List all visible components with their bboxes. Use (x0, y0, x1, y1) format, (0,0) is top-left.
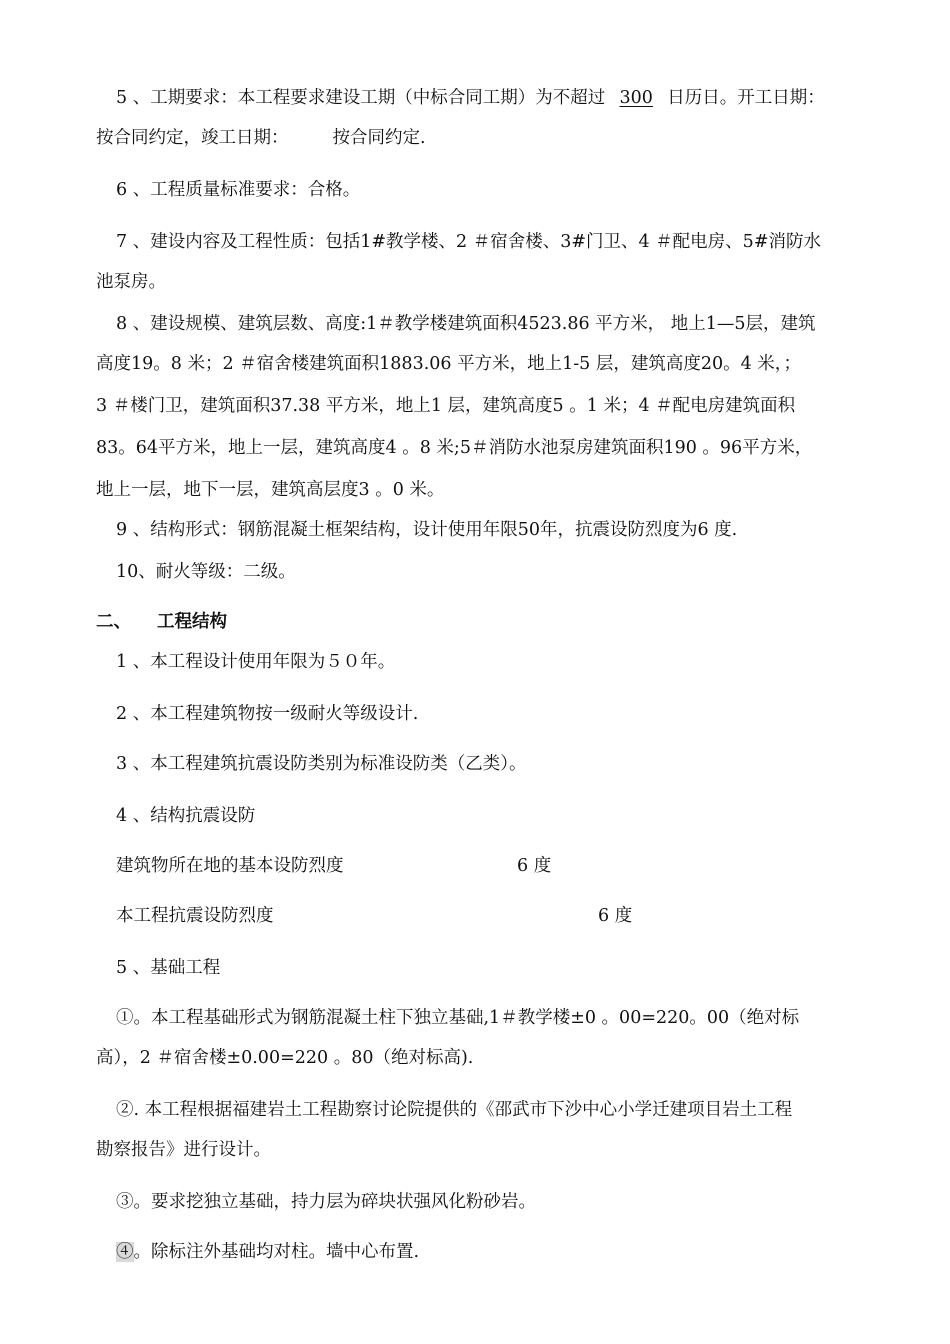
structure-item-3: 3 、本工程建筑抗震设防类别为标准设防类（乙类）。 (116, 754, 527, 774)
seismic-project-value: 6 度 (598, 906, 633, 926)
foundation-2-line-1: ②. 本工程根据福建岩土工程勘察讨论院提供的《邵武市下沙中心小学迁建项目岩土工程 (116, 1100, 793, 1120)
foundation-1-line-2: 高），2 ＃宿舍楼±0.00=220 。80（绝对标高). (96, 1048, 474, 1068)
item-10: 10、耐火等级：二级。 (116, 562, 296, 582)
item-9: 9 、结构形式：钢筋混凝土框架结构，设计使用年限50年，抗震设防烈度为6 度. (116, 520, 738, 540)
foundation-1-line-1: ①。本工程基础形式为钢筋混凝土柱下独立基础,1＃教学楼±0 。00=220。00（绝对标 (116, 1008, 800, 1028)
item-5-line-1 (116, 86, 825, 110)
item-8-line-2: 高度19。8 米；2 ＃宿舍楼建筑面积1883.06 平方米，地上1-5 层，建筑高度20。4 米，； (96, 354, 802, 374)
item-5-text-c: 按合同约定，竣工日期： (96, 128, 289, 148)
item-5-line-2 (96, 126, 426, 150)
foundation-2-line-2: 勘察报告》进行设计。 (96, 1140, 271, 1160)
seismic-project-label: 本工程抗震设防烈度 (116, 906, 274, 926)
item-7-line-1: 7 、建设内容及工程性质：包括1#教学楼、2 ＃宿舍楼、3#门卫、4 ＃配电房、5#消防水 (116, 232, 821, 252)
item-6: 6 、工程质量标准要求：合格。 (116, 180, 361, 200)
item-5-text-b: 日历日。开工日期： (667, 88, 825, 108)
duration-days: 300 (619, 88, 653, 108)
item-8-line-3: 3 ＃楼门卫，建筑面积37.38 平方米，地上1 层，建筑高度5 。1 米；4 ＃配电房建筑面积 (96, 396, 796, 416)
item-7-line-2: 池泵房。 (96, 272, 166, 292)
section-2-title: 工程结构 (157, 612, 227, 632)
structure-item-4: 4 、结构抗震设防 (116, 806, 256, 826)
foundation-3: ③。要求挖独立基础，持力层为碎块状强风化粉砂岩。 (116, 1192, 536, 1212)
seismic-basic-value: 6 度 (517, 856, 552, 876)
item-5-text-d: 按合同约定. (332, 128, 426, 148)
structure-item-1: 1 、本工程设计使用年限为５０年。 (116, 652, 396, 672)
section-2-heading (96, 610, 227, 634)
structure-item-5: 5 、基础工程 (116, 958, 221, 978)
item-8-line-4: 83。64平方米，地上一层，建筑高度4 。8 米;5＃消防水池泵房建筑面积190 。96平方米， (96, 438, 813, 458)
item-5-text-a: 5 、工期要求：本工程要求建设工期（中标合同工期）为不超过 (116, 88, 606, 108)
item-8-line-1: 8 、建设规模、建筑层数、高度:1＃教学楼建筑面积4523.86 平方米， 地上1—5层，建筑 (116, 314, 816, 334)
foundation-4-text: 。除标注外基础均对柱。墙中心布置. (133, 1242, 420, 1262)
seismic-basic-label: 建筑物所在地的基本设防烈度 (116, 856, 344, 876)
section-2-number: 二、 (96, 612, 131, 632)
structure-item-2: 2 、本工程建筑物按一级耐火等级设计. (116, 704, 419, 724)
item-8-line-5: 地上一层，地下一层，建筑高层度3 。0 米。 (96, 480, 445, 500)
foundation-4-marker: ④ (116, 1242, 134, 1262)
foundation-4 (116, 1240, 419, 1264)
